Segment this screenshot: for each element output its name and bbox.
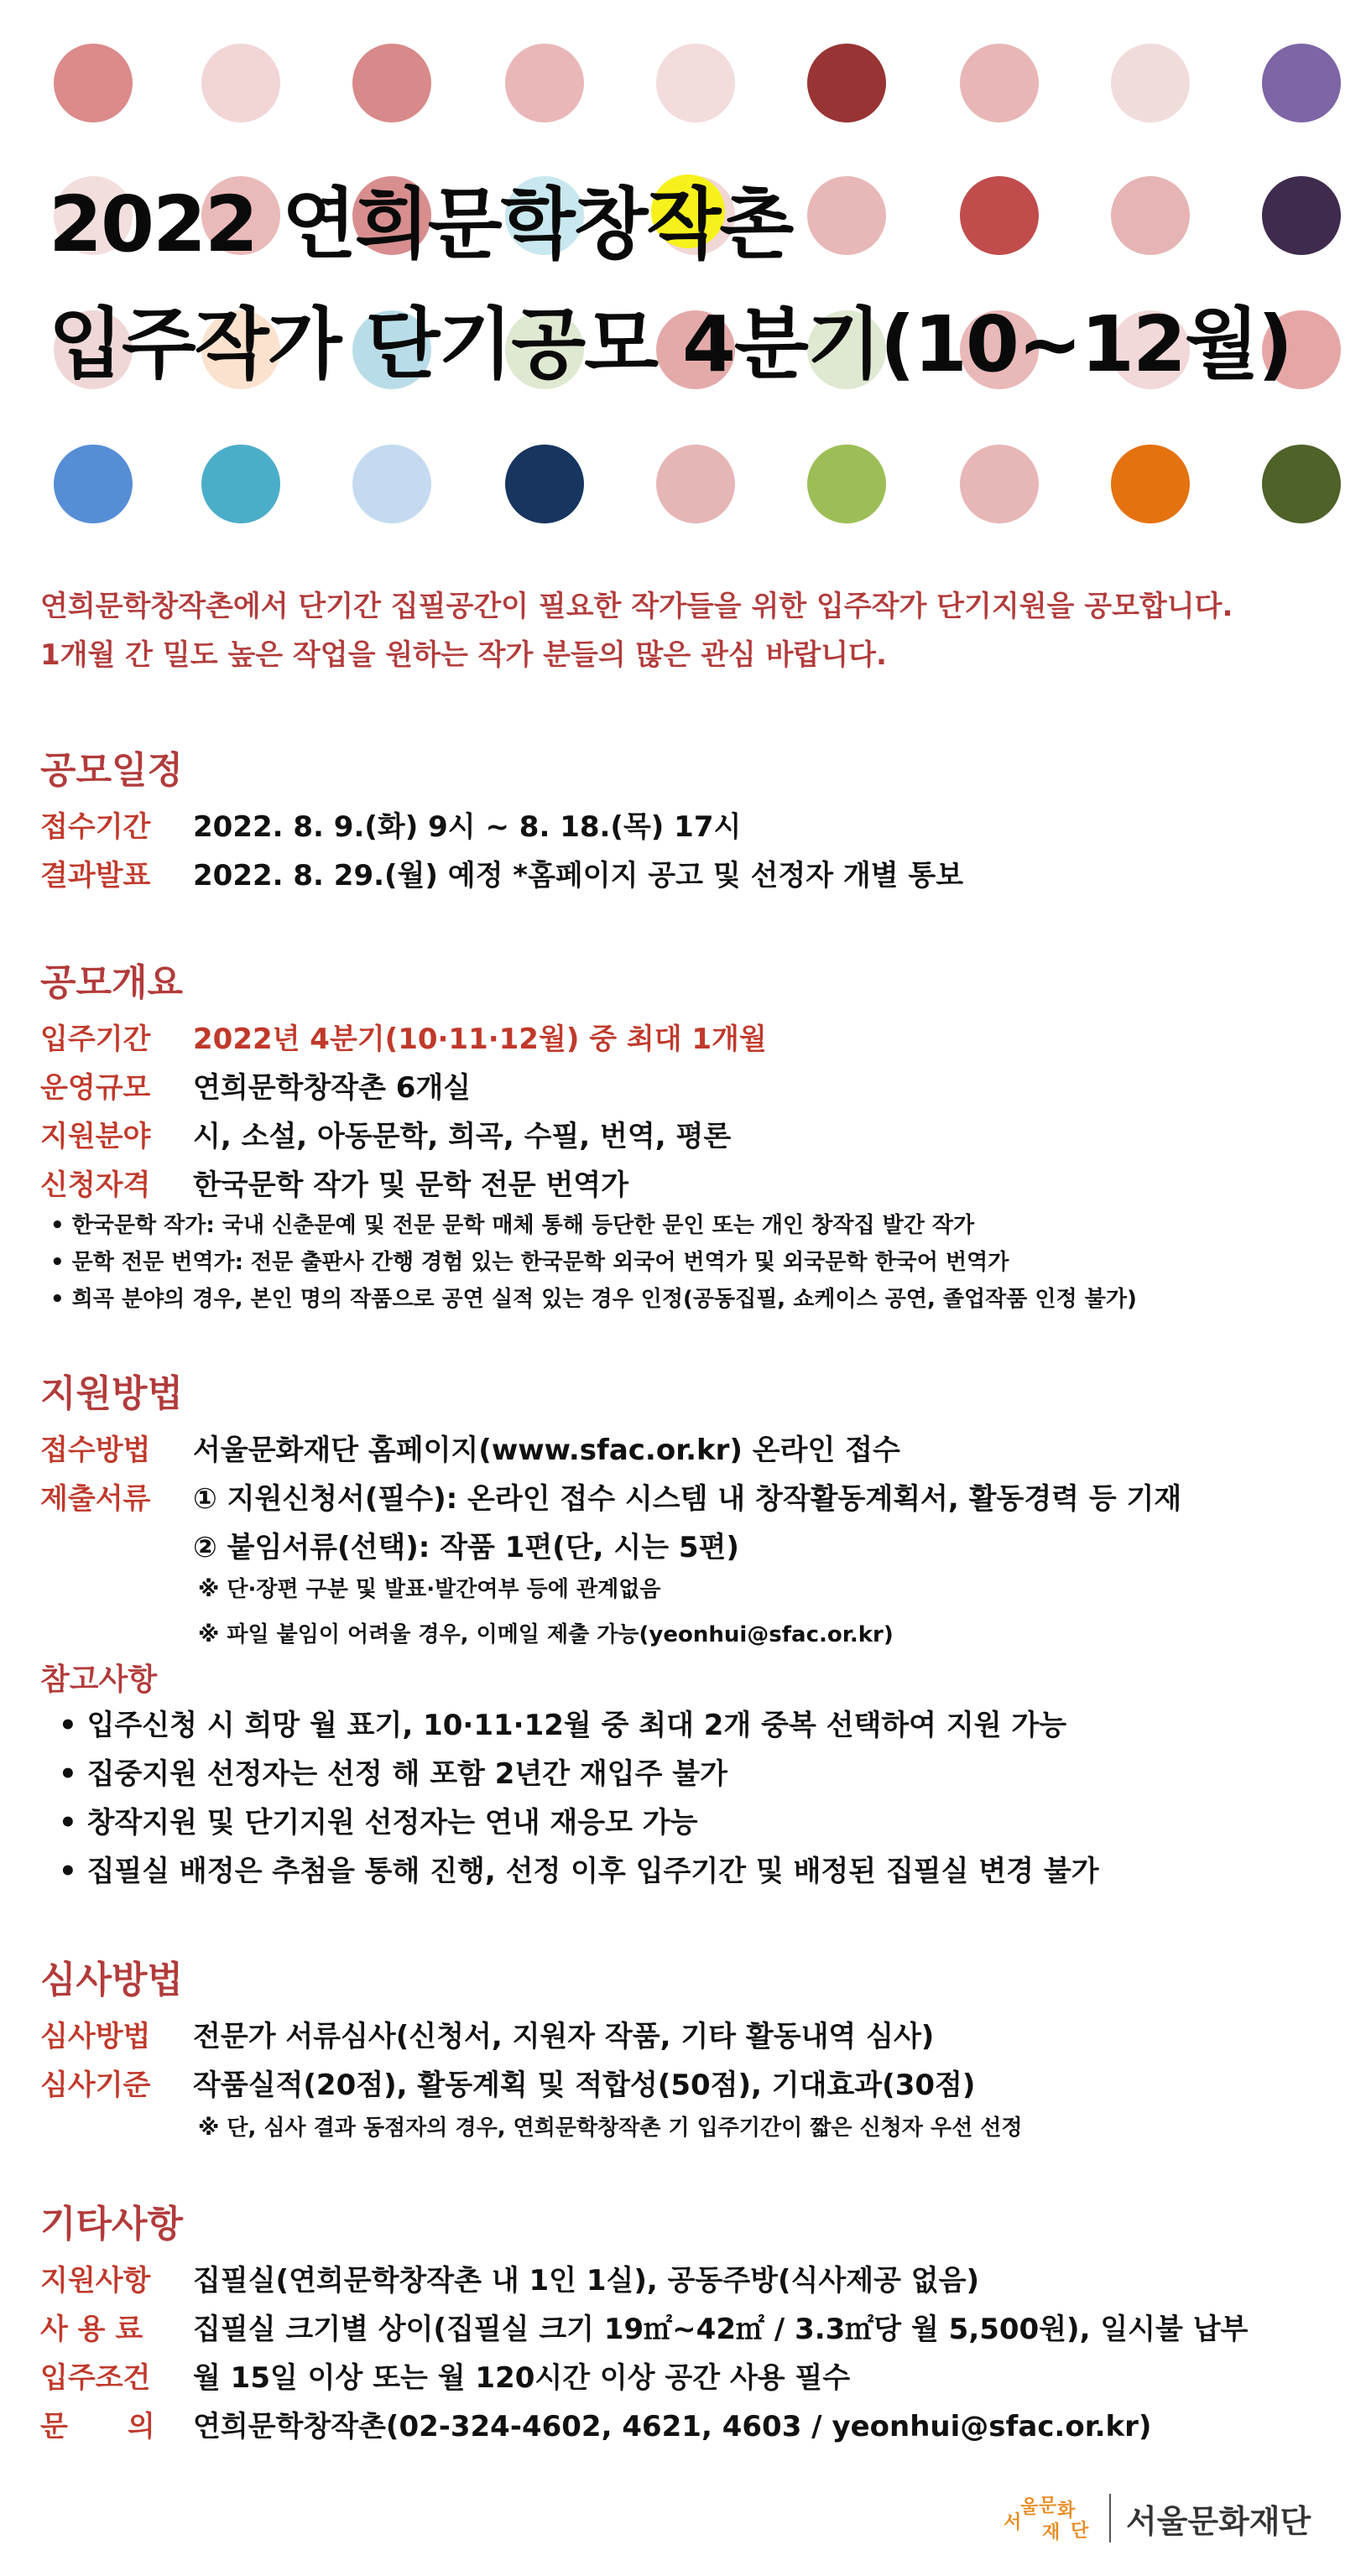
eligibility-note: • 희곡 분야의 경우, 본인 명의 작품으로 공연 실적 있는 경우 인정(공동집필, 쇼케이스 공연, 졸업작품 인정 불가): [50, 1287, 1137, 1312]
row-value: 2022년 4분기(10·11·12월) 중 최대 1개월: [193, 1023, 767, 1056]
row-label: 심사방법: [40, 2020, 151, 2053]
review-row-method: [40, 2022, 934, 2051]
row-label: 신청자격: [40, 1168, 151, 1202]
row-label: 결과발표: [40, 859, 151, 892]
hero-title-line2: 입주작가 단기공모 4분기(10~12월): [49, 299, 1291, 389]
row-value: 집필실(연희문학창작촌 내 1인 1실), 공동주방(식사제공 없음): [193, 2264, 979, 2298]
logo-divider: [1109, 2494, 1111, 2542]
decorative-dot: [54, 44, 133, 122]
overview-row-fields: [40, 1122, 731, 1151]
logo-mark-char: 서: [1004, 2512, 1022, 2533]
decorative-dot: [201, 445, 280, 523]
review-title: 심사방법: [40, 1959, 184, 2001]
logo-mark-char: 단: [1071, 2521, 1089, 2542]
etc-row-condition: [40, 2361, 851, 2395]
logo-mark-char: 화: [1057, 2501, 1076, 2521]
review-row-criteria: [40, 2071, 975, 2100]
sfac-logo: [1004, 2491, 1311, 2545]
decorative-dot: [352, 445, 431, 523]
logo-mark-char: 문: [1039, 2495, 1057, 2516]
row-label: 문 의: [40, 2410, 155, 2443]
ref-title: 참고사항: [40, 1663, 158, 1697]
row-label: 지원분야: [40, 1120, 151, 1153]
row-value: 월 15일 이상 또는 월 120시간 이상 공간 사용 필수: [193, 2361, 851, 2395]
ref-bullet: • 입주신청 시 희망 월 표기, 10·11·12월 중 최대 2개 중복 선택하여 지원 가능: [59, 1709, 1067, 1742]
row-value: 2022. 8. 9.(화) 9시 ~ 8. 18.(목) 17시: [193, 810, 742, 844]
row-label: 심사기준: [40, 2069, 151, 2102]
etc-row-contact: [40, 2412, 1151, 2441]
row-value: 집필실 크기별 상이(집필실 크기 19㎡~42㎡ / 3.3㎡당 월 5,500원), 일시불 납부: [193, 2313, 1249, 2346]
row-label: 운영규모: [40, 1071, 151, 1105]
decorative-dot: [807, 44, 886, 122]
ref-bullet: • 집필실 배정은 추첨을 통해 진행, 선정 이후 입주기간 및 배정된 집필실 변경 불가: [59, 1855, 1099, 1888]
decorative-dot: [656, 445, 735, 523]
method-row-submission: [40, 1436, 900, 1465]
ref-bullet: • 집중지원 선정자는 선정 해 포함 2년간 재입주 불가: [59, 1757, 727, 1791]
row-value: 2022. 8. 29.(월) 예정 *홈페이지 공고 및 선정자 개별 통보: [193, 859, 964, 892]
decorative-dot: [807, 445, 886, 523]
logo-mark-char: 울: [1020, 2497, 1039, 2518]
decorative-dot: [352, 44, 431, 122]
row-value: ② 붙임서류(선택): 작품 1편(단, 시는 5편): [193, 1531, 739, 1564]
row-label: 접수방법: [40, 1434, 151, 1467]
row-value: 작품실적(20점), 활동계획 및 적합성(50점), 기대효과(30점): [193, 2069, 976, 2102]
decorative-dot: [960, 44, 1039, 122]
row-label: 입주조건: [40, 2361, 151, 2395]
schedule-row-application-period: [40, 810, 742, 844]
decorative-dot: [1111, 44, 1190, 122]
row-value: 전문가 서류심사(신청서, 지원자 작품, 기타 활동내역 심사): [193, 2020, 935, 2053]
intro-line2: 1개월 간 밀도 높은 작업을 원하는 작가 분들의 많은 관심 바랍니다.: [40, 638, 887, 672]
decorative-dot: [505, 445, 584, 523]
row-value: 서울문화재단 홈페이지(www.sfac.or.kr) 온라인 접수: [193, 1434, 900, 1467]
row-value: 연희문학창작촌(02-324-4602, 4621, 4603 / yeonhui@sfac.or.kr): [193, 2410, 1152, 2443]
row-value: 한국문학 작가 및 문학 전문 번역가: [193, 1168, 628, 1202]
intro-line1: 연희문학창작촌에서 단기간 집필공간이 필요한 작가들을 위한 입주작가 단기지원을 공모합니다.: [40, 590, 1233, 623]
row-label: 지원사항: [40, 2264, 151, 2298]
schedule-title: 공모일정: [40, 749, 184, 792]
decorative-dot: [1262, 176, 1341, 255]
etc-row-fee: [40, 2315, 1248, 2344]
overview-row-eligibility: [40, 1168, 628, 1202]
decorative-dot: [201, 44, 280, 122]
hero-title-line1: 2022 연희문학창작촌: [49, 180, 793, 269]
sfac-logo-mark: [1004, 2491, 1103, 2545]
overview-row-residency-period: [40, 1025, 767, 1054]
row-value: ① 지원신청서(필수): 온라인 접수 시스템 내 창작활동계획서, 활동경력 등 기재: [193, 1482, 1182, 1516]
etc-title: 기타사항: [40, 2203, 184, 2246]
eligibility-note: • 한국문학 작가: 국내 신춘문예 및 전문 문학 매체 통해 등단한 문인 또는 개인 창작집 발간 작가: [50, 1213, 975, 1238]
intro: [40, 590, 1233, 672]
overview-title: 공모개요: [40, 961, 184, 1004]
etc-row-support: [40, 2264, 979, 2298]
ref-bullet: • 창작지원 및 단기지원 선정자는 연내 재응모 가능: [59, 1806, 698, 1840]
review-note: ※ 단, 심사 결과 동점자의 경우, 연희문학창작촌 기 입주기간이 짧은 신청자 우선 선정: [198, 2115, 1023, 2141]
row-label: 사 용 료: [40, 2313, 143, 2346]
decorative-dot: [1262, 445, 1341, 523]
decorative-dot: [1111, 176, 1190, 255]
decorative-dot: [1262, 44, 1341, 122]
row-label: 접수기간: [40, 810, 151, 844]
decorative-dot: [960, 176, 1039, 255]
decorative-dot: [1111, 445, 1190, 523]
sfac-logo-text: 서울문화재단: [1126, 2502, 1311, 2540]
row-value: 시, 소설, 아동문학, 희곡, 수필, 번역, 평론: [193, 1120, 732, 1153]
method-title: 지원방법: [40, 1372, 184, 1415]
row-label: 제출서류: [40, 1482, 151, 1516]
method-doc2: [193, 1533, 739, 1562]
decorative-dot: [505, 44, 584, 122]
row-label: 입주기간: [40, 1023, 151, 1056]
logo-mark-char: 재: [1042, 2522, 1061, 2543]
doc-note: ※ 파일 붙임이 어려울 경우, 이메일 제출 가능(yeonhui@sfac.or.kr): [198, 1622, 894, 1647]
decorative-dot: [54, 445, 133, 523]
decorative-dot: [656, 44, 735, 122]
decorative-dot: [807, 176, 886, 255]
schedule-row-result-announcement: [40, 861, 963, 890]
decorative-dot: [960, 445, 1039, 523]
eligibility-note: • 문학 전문 번역가: 전문 출판사 간행 경험 있는 한국문학 외국어 번역가 및 외국문학 한국어 번역가: [50, 1250, 1009, 1275]
overview-row-scale: [40, 1071, 472, 1105]
method-row-documents: [40, 1482, 1182, 1516]
doc-note: ※ 단·장편 구분 및 발표·발간여부 등에 관계없음: [198, 1577, 661, 1602]
row-value: 연희문학창작촌 6개실: [193, 1071, 472, 1105]
